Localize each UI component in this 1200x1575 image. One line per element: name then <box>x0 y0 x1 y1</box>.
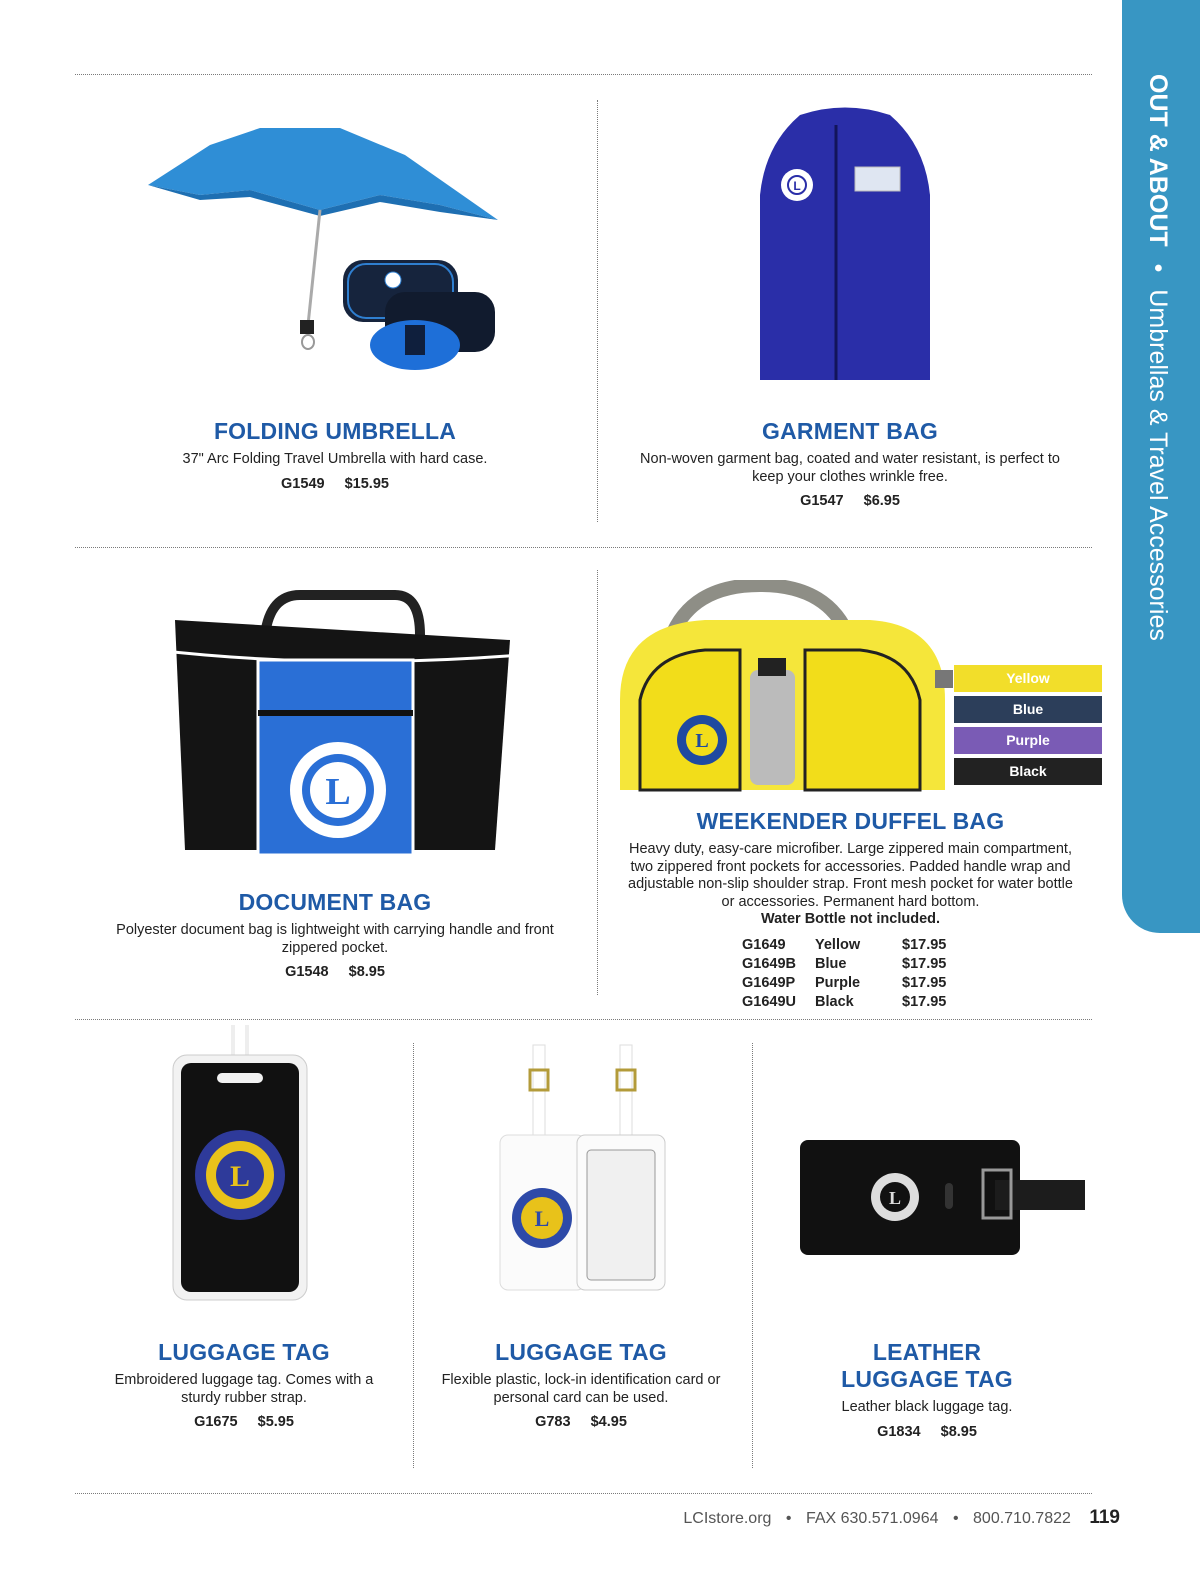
variant-color: Purple <box>815 975 861 991</box>
swatch-blue: Blue <box>954 696 1102 723</box>
product-title: WEEKENDER DUFFEL BAG <box>696 808 1005 834</box>
product-plastic-luggage-tag <box>432 1339 730 1430</box>
section-separator: • <box>1144 263 1172 273</box>
product-duffel-bag <box>628 808 1073 929</box>
document-bag-image <box>150 590 525 890</box>
plastic-tag-image <box>495 1040 670 1300</box>
section-name: OUT & ABOUT <box>1144 74 1172 247</box>
product-description: Embroidered luggage tag. Comes with a sturdy rubber strap. <box>114 1372 374 1406</box>
product-price: $5.95 <box>257 1414 294 1430</box>
embroidered-tag-image <box>165 1025 315 1305</box>
divider-bottom <box>75 1493 1092 1494</box>
product-title: FOLDING UMBRELLA <box>213 418 457 444</box>
product-title-line2: LUGGAGE TAG <box>841 1366 1013 1392</box>
divider-vertical-row3a <box>413 1043 414 1468</box>
product-price: $6.95 <box>863 493 900 509</box>
divider-row2 <box>75 1019 1092 1020</box>
variant-sku: G1649P <box>742 975 796 991</box>
swatch-purple: Purple <box>954 727 1102 754</box>
variant-sku: G1649B <box>742 956 797 972</box>
variant-row <box>742 993 946 1012</box>
footer-separator: • <box>952 1510 959 1527</box>
product-title-line1: LEATHER <box>872 1339 982 1365</box>
variant-price: $17.95 <box>902 975 947 991</box>
umbrella-image <box>140 120 510 390</box>
product-description: Non-woven garment bag, coated and water resistant, is perfect to keep your clothes wrinkle free. <box>640 451 1060 485</box>
product-sku: G1834 <box>877 1423 921 1440</box>
page-footer <box>600 1507 1120 1529</box>
product-sku: G1549 <box>281 475 325 492</box>
variant-price: $17.95 <box>902 994 947 1010</box>
product-title: LUGGAGE TAG <box>495 1339 667 1365</box>
svg-text:L: L <box>888 1188 902 1208</box>
price-line <box>110 964 560 980</box>
swatch-black: Black <box>954 758 1102 785</box>
product-title: LUGGAGE TAG <box>158 1339 330 1365</box>
product-price: $8.95 <box>940 1423 977 1440</box>
footer-separator: • <box>785 1510 792 1527</box>
product-leather-luggage-tag <box>778 1339 1076 1440</box>
variant-price: $17.95 <box>902 937 947 953</box>
product-price: $15.95 <box>344 475 389 492</box>
variant-color: Black <box>815 994 854 1010</box>
svg-text:L: L <box>229 1160 251 1193</box>
page-number: 119 <box>1089 1507 1120 1528</box>
footer-site-link[interactable]: LCIstore.org <box>683 1510 772 1527</box>
variant-color: Blue <box>815 956 847 972</box>
price-line <box>625 493 1075 509</box>
product-document-bag <box>110 889 560 980</box>
divider-row1 <box>75 547 1092 548</box>
swatch-yellow: Yellow <box>954 665 1102 692</box>
variant-row <box>742 955 946 974</box>
garment-bag-image <box>750 105 940 390</box>
product-sku: G1675 <box>194 1414 238 1430</box>
price-line <box>110 476 560 492</box>
product-description: 37" Arc Folding Travel Umbrella with hard case. <box>182 451 488 467</box>
leather-tag-image <box>795 1135 1090 1260</box>
svg-text:L: L <box>695 730 709 752</box>
product-price: $8.95 <box>348 964 385 980</box>
product-description: Leather black luggage tag. <box>841 1399 1013 1415</box>
variant-sku: G1649U <box>742 994 797 1010</box>
variant-price: $17.95 <box>902 956 947 972</box>
divider-top <box>75 74 1092 75</box>
footer-fax: FAX 630.571.0964 <box>805 1510 939 1527</box>
product-description: Heavy duty, easy-care microfiber. Large zippered main compartment, two zippered front pockets for accessories. Padded handle wrap and adjustable non-slip shoulder strap. Front mesh pocket for water bottle or accessories. Permanent hard bottom. <box>628 841 1073 910</box>
category-name: Umbrellas & Travel Accessories <box>1144 289 1172 641</box>
product-sku: G783 <box>535 1414 571 1430</box>
divider-vertical-row2 <box>597 570 598 995</box>
variant-color: Yellow <box>815 937 861 953</box>
variant-sku: G1649 <box>742 937 786 953</box>
price-line <box>95 1414 393 1430</box>
divider-vertical-row3b <box>752 1043 753 1468</box>
product-sku: G1547 <box>800 493 844 509</box>
product-title: DOCUMENT BAG <box>238 889 432 915</box>
duffel-bag-image <box>610 580 955 805</box>
svg-text:L: L <box>793 179 801 193</box>
price-line <box>432 1414 730 1430</box>
footer-phone: 800.710.7822 <box>973 1510 1071 1527</box>
product-folding-umbrella <box>110 418 560 492</box>
variant-row <box>742 974 946 993</box>
divider-vertical-row1 <box>597 100 598 522</box>
price-line <box>778 1424 1076 1440</box>
product-description: Polyester document bag is lightweight with carrying handle and front zippered pocket. <box>116 922 554 956</box>
product-sku: G1548 <box>285 964 329 980</box>
product-garment-bag <box>625 418 1075 509</box>
product-embroidered-luggage-tag <box>95 1339 393 1430</box>
lions-logo-letter: L <box>325 771 351 813</box>
variant-row <box>742 936 946 955</box>
product-price: $4.95 <box>590 1414 627 1430</box>
svg-text:L: L <box>534 1206 550 1231</box>
product-description: Flexible plastic, lock-in identification card or personal card can be used. <box>441 1372 721 1406</box>
product-title: GARMENT BAG <box>762 418 938 444</box>
section-side-label <box>1143 74 1173 641</box>
variant-table <box>742 936 946 1012</box>
product-note: Water Bottle not included. <box>760 911 941 927</box>
